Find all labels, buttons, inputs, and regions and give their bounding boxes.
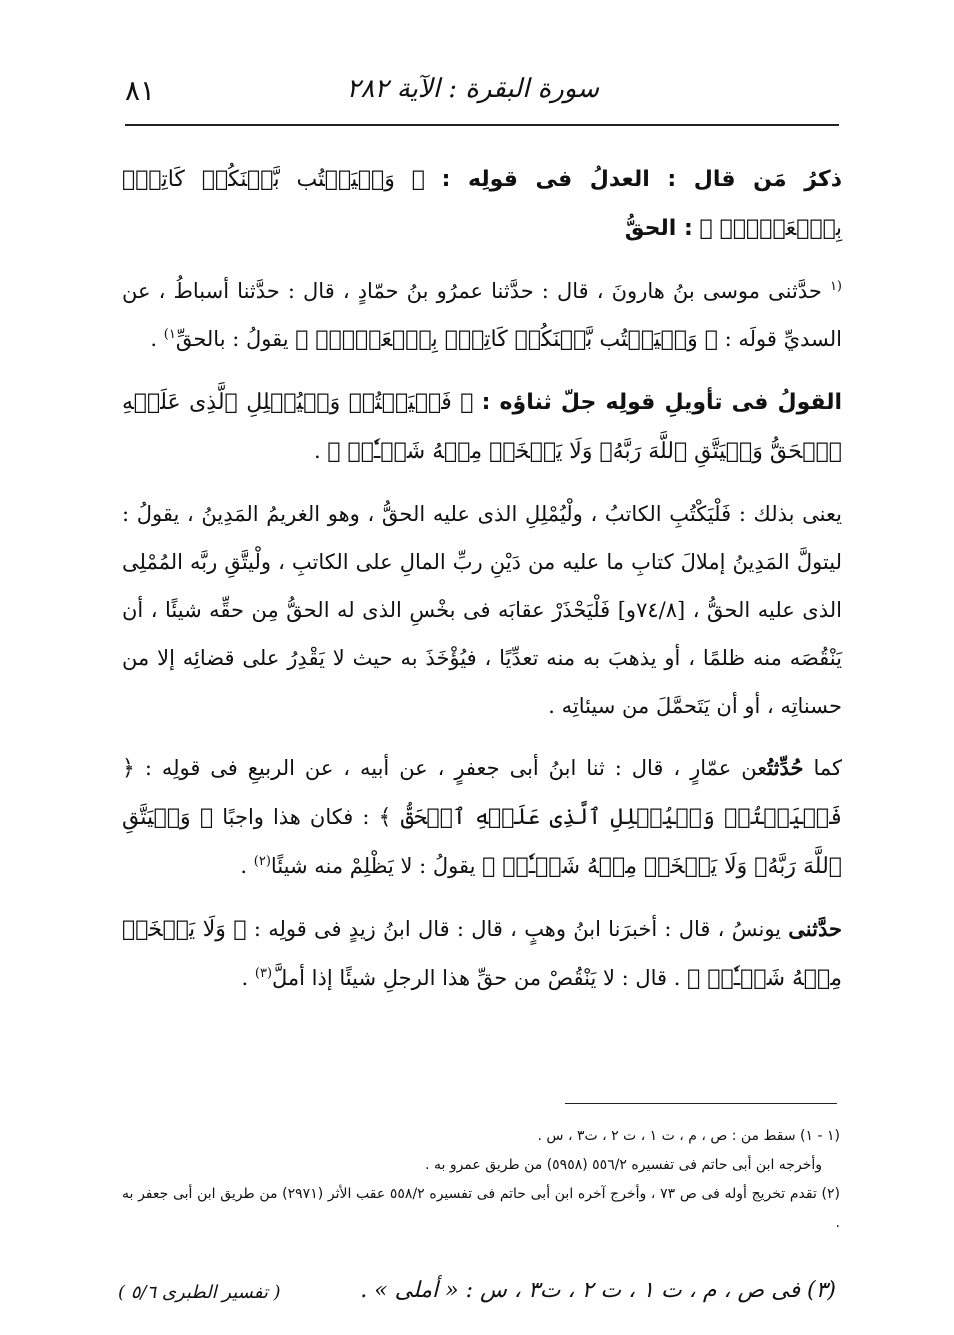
footnote-marker: (٣) <box>254 966 273 981</box>
narration-text: حدَّثنى موسى بنُ هارونَ ، قال : حدَّثنا عمرُو بنُ حمّادٍ ، قال : حدَّثنا أسباطُ ، عن السديِّ قولَه : <box>122 279 842 351</box>
narration-text: يقولُ : لا يَظْلِمْ منه شيئًا <box>270 854 476 878</box>
paragraph-3 <box>122 378 842 476</box>
section-heading: ذكرُ مَن قال : العدلُ فى قولِه : <box>441 167 842 192</box>
footnotes <box>122 1122 840 1238</box>
sentence-end: . <box>240 854 254 878</box>
footnote-3: (٣) فى ص ، م ، ت ١ ، ت ٢ ، ت٣ ، س : « أملى » . <box>360 1278 836 1303</box>
main-text <box>122 155 842 1017</box>
narration-keyword: حدَّثنى <box>788 916 842 941</box>
footnote-marker: (١ <box>829 279 842 294</box>
section-heading: القولُ فى تأويلِ قولِه جلّ ثناؤه : <box>481 390 843 415</box>
paragraph-4 <box>122 490 842 730</box>
footnote-1-continuation: وأخرجه ابن أبى حاتم فى تفسيره ٥٥٦/٢ (٥٩٥٨) من طريق عمرو به . <box>425 1157 822 1173</box>
footnote-marker: ١) <box>163 327 176 342</box>
commentary-text: فَلْيَحْذَرْ عقابَه فى بخْسِ الذى له الحقُّ مِن حقِّه شيئًا ، أن يَنْقُصَه منه ظلمًا ، أو يذهبَ به منه تعدِّيًا ، فيُؤْخَذَ به حيث لا يَقْدِرُ على قضائِه إلا من حسناتِه ، أو أن يَتَحمَّلَ من سيئاتِه . <box>122 598 842 718</box>
quran-quote: ﴿ وَلۡيَكۡتُب بَّيۡنَكُمۡ كَاتِبُۢ بِٱلۡعَدۡلِۚ ﴾ <box>295 327 718 352</box>
narration-text: : فكان هذا واجبًا <box>222 805 370 829</box>
footnote-divider <box>565 1103 837 1104</box>
narration-text: يونسُ ، قال : أخبرَنا ابنُ وهبٍ ، قال : قال ابنُ زيدٍ فى قولِه : <box>253 917 782 941</box>
quran-quote: ﴿ وَلَا يَبۡخَسۡ مِنۡهُ شَيۡـٔٗاۚ ﴾ <box>122 917 842 991</box>
heading-end: : الحقُّ <box>624 216 693 241</box>
quran-quote: ﴿ وَلۡيَكۡتُب بَّيۡنَكُمۡ كَاتِبُۢ بِٱلۡعَدۡلِۚ ﴾ <box>122 167 842 241</box>
footnote-1: (١ - ١) سقط من : ص ، م ، ت ١ ، ت ٢ ، ت٣ ، س . <box>537 1128 840 1144</box>
manuscript-reference: [٧٤/٨و] <box>617 598 686 622</box>
paragraph-5 <box>122 744 842 891</box>
commentary-text: يعنى بذلك : فَلْيَكْتُبِ الكاتبُ ، ولْيُمْلِلِ الذى عليه الحقُّ ، وهو الغريمُ المَدِينُ ، يقولُ : ليتولَّ المَدِينُ إملالَ كتابِ ما عليه من دَيْنِ ربِّ المالِ على الكاتبِ ، ولْيتَّقِ ربَّه المُمْلِى الذى عليه الحقُّ ، <box>122 502 842 622</box>
quran-quote: ﴿ فَلۡيَكۡتُبۡ وَلۡيُمۡلِلِ ٱلَّذِى عَلَيۡهِ ٱلۡحَقُّ ﴾ <box>122 756 843 830</box>
paragraph-1 <box>122 155 842 253</box>
sentence-end: . <box>241 966 255 990</box>
paragraph-6 <box>122 905 842 1003</box>
running-title: سورة البقرة : الآية ٢٨٢ <box>346 74 599 104</box>
page-header <box>125 70 839 120</box>
narration-keyword: حُدِّثتُ <box>767 755 804 780</box>
quran-quote: ﴿ وَلۡيَتَّقِ ٱللَّهَ رَبَّهُۥ وَلَا يَبۡخَسۡ مِنۡهُ شَيۡـٔٗاۚ ﴾ <box>122 805 842 879</box>
footnote-marker: (٢) <box>253 854 271 869</box>
narration-text: عن عمّارٍ ، قال : ثنا ابنُ أبى جعفرٍ ، عن أبيه ، عن الربيعِ فى قولِه : <box>144 756 768 780</box>
page-number: ٨١ <box>125 74 156 107</box>
narration-text: . قال : لا يَنْقُصْ من حقِّ هذا الرجلِ شيئًا إذا أملَّ <box>272 966 681 990</box>
footnote-2: (٢) تقدم تخريج أوله فى ص ٧٣ ، وأخرج آخره ابن أبى حاتم فى تفسيره ٥٥٨/٢ عقب الأثر (٢٩٧١) من طريق ابن أبى جعفر به . <box>122 1186 840 1231</box>
paragraph-2 <box>122 267 842 364</box>
footer-volume-title: ( تفسير الطبرى ٥/٦ ) <box>118 1282 281 1303</box>
quran-quote: ﴿ فَلۡيَكۡتُبۡ وَلۡيُمۡلِلِ ٱلَّذِى عَلَيۡهِ ٱلۡحَقُّ وَلۡيَتَّقِ ٱللَّهَ رَبَّهُۥ وَلَا يَبۡخَسۡ مِنۡهُ شَيۡـٔٗاۚ ﴾ <box>122 390 842 464</box>
narration-text: كما <box>813 756 843 780</box>
sentence-end: . <box>313 439 328 463</box>
sentence-end: . <box>150 327 164 351</box>
header-divider <box>125 124 839 126</box>
narration-text: يقولُ : بالحقِّ <box>175 327 289 351</box>
